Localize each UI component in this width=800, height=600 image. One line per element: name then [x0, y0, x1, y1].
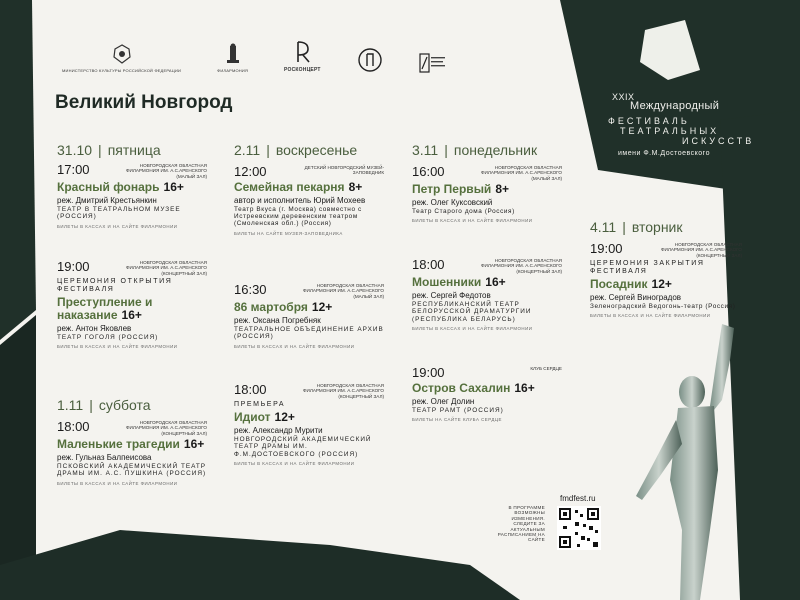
event-venue: НОВГОРОДСКАЯ ОБЛАСТНАЯ ФИЛАРМОНИЯ ИМ. А.С.АРЕНСКОГО (МАЛЫЙ ЗАЛ)	[303, 283, 384, 299]
event-title: Остров Сахалин 16+	[412, 381, 535, 395]
p-circle-icon	[357, 47, 383, 73]
age-rating: 12+	[311, 300, 333, 315]
age-rating: 16+	[183, 437, 205, 452]
festival-line: Международный	[630, 100, 720, 112]
event-time: 17:00	[57, 162, 90, 177]
day-weekday: понедельник	[453, 142, 538, 158]
city-title: Великий Новгород	[55, 92, 233, 113]
event-director: реж. Олег Куксовский	[412, 198, 493, 208]
event-director: реж. Сергей Федотов	[412, 291, 491, 301]
event-venue: КЛУБ СЕРДЦЕ	[530, 366, 562, 371]
logo-museum	[419, 53, 447, 73]
event-ceremony: ПРЕМЬЕРА	[234, 401, 286, 409]
logo-caption: РОСКОНЦЕРТ	[284, 67, 321, 73]
event-director: реж. Гульназ Балпеисова	[57, 453, 152, 463]
event-company: ТЕАТР РАМТ (РОССИЯ)	[412, 407, 504, 414]
filarmonia-icon	[223, 43, 243, 65]
event-time: 12:00	[234, 164, 267, 179]
event-venue: НОВГОРОДСКАЯ ОБЛАСТНАЯ ФИЛАРМОНИЯ ИМ. А.С.АРЕНСКОГО (МАЛЫЙ ЗАЛ)	[481, 165, 562, 181]
event-director: реж. Оксана Погребняк	[234, 316, 321, 326]
day-header: 2.11 | воскресенье	[234, 142, 358, 158]
logo-filarmonia	[217, 43, 248, 73]
event-card	[57, 163, 207, 229]
museum-logo-icon	[419, 53, 447, 73]
logo-p-circle	[357, 47, 383, 73]
roskoncert-icon	[291, 40, 313, 64]
age-rating: 16+	[163, 180, 184, 195]
event-director: реж. Олег Долин	[412, 397, 475, 406]
event-venue: НОВГОРОДСКАЯ ОБЛАСТНАЯ ФИЛАРМОНИЯ ИМ. А.С.АРЕНСКОГО (КОНЦЕРТНЫЙ ЗАЛ)	[481, 258, 562, 274]
event-company: РЕСПУБЛИКАНСКИЙ ТЕАТР БЕЛОРУССКОЙ ДРАМАТУРГИИ (РЕСПУБЛИКА БЕЛАРУСЬ)	[412, 301, 532, 323]
event-director: реж. Дмитрий Крестьянкин	[57, 196, 157, 206]
event-director: реж. Сергей Виноградов	[590, 293, 682, 303]
day-date: 2.11	[234, 142, 261, 158]
event-tickets: БИЛЕТЫ В КАССАХ И НА САЙТЕ ФИЛАРМОНИИ	[412, 218, 533, 224]
day-header: 31.10 | пятница	[57, 142, 161, 158]
day-date: 4.11	[590, 219, 617, 235]
day-date: 31.10	[57, 142, 93, 158]
event-company: Театр Вкуса (г. Москва) совместно с Истреевским деревенским театром (Смоленская обл.) (Россия)	[234, 206, 362, 228]
event-card	[234, 383, 384, 466]
event-tickets: БИЛЕТЫ В КАССАХ И НА САЙТЕ ФИЛАРМОНИИ	[412, 325, 533, 331]
event-tickets: БИЛЕТЫ В КАССАХ И НА САЙТЕ ФИЛАРМОНИИ	[590, 313, 711, 319]
event-tickets: БИЛЕТЫ В КАССАХ И НА САЙТЕ ФИЛАРМОНИИ	[57, 480, 178, 486]
partner-logos	[62, 40, 447, 73]
event-title: Мошенники 16+	[412, 275, 506, 290]
event-time: 19:00	[57, 259, 90, 274]
day-weekday: пятница	[107, 142, 161, 158]
day-weekday: суббота	[98, 397, 151, 413]
event-tickets: БИЛЕТЫ В КАССАХ И НА САЙТЕ ФИЛАРМОНИИ	[234, 460, 355, 466]
day-header: 4.11 | вторник	[590, 219, 683, 235]
festival-line: ФЕСТИВАЛЬ	[608, 116, 690, 126]
event-title: Петр Первый 8+	[412, 182, 509, 197]
event-title: Семейная пекарня 8+	[234, 180, 363, 194]
event-tickets: БИЛЕТЫ НА САЙТЕ МУЗЕЯ-ЗАПОВЕДНИКА	[234, 230, 343, 236]
event-company: ПСКОВСКИЙ АКАДЕМИЧЕСКИЙ ТЕАТР ДРАМЫ ИМ. А.С. ПУШКИНА (РОССИЯ)	[57, 463, 207, 478]
logo-caption: ФИЛАРМОНИЯ	[217, 68, 249, 73]
event-director: реж. Антон Яковлев	[57, 324, 132, 334]
event-company: ТЕАТР ГОГОЛЯ (РОССИЯ)	[57, 334, 159, 342]
event-title: Красный фонарь 16+	[57, 180, 184, 195]
event-card	[590, 242, 742, 318]
festival-line: ИСКУССТВ	[682, 136, 755, 146]
day-weekday: вторник	[631, 219, 683, 235]
logo-ministry	[62, 43, 181, 73]
event-director: автор и исполнитель Юрий Мохеев	[234, 196, 366, 205]
website-link[interactable]: fmdfest.ru	[560, 494, 596, 503]
event-ceremony: ЦЕРЕМОНИЯ ОТКРЫТИЯ ФЕСТИВАЛЯ	[57, 278, 173, 294]
event-card	[234, 283, 384, 349]
age-rating: 8+	[348, 180, 363, 194]
day-weekday: воскресенье	[275, 142, 358, 158]
event-tickets: БИЛЕТЫ В КАССАХ И НА САЙТЕ ФИЛАРМОНИИ	[57, 344, 178, 350]
event-time: 18:00	[412, 257, 445, 272]
event-card	[412, 258, 562, 331]
event-venue: ДЕТСКИЙ НОВГОРОДСКИЙ МУЗЕЙ-ЗАПОВЕДНИК	[304, 165, 384, 176]
event-title: Преступление и наказание 16+	[57, 295, 153, 323]
age-rating: 12+	[651, 277, 672, 292]
day-header: 3.11 | понедельник	[412, 142, 538, 158]
event-title: Идиот 12+	[234, 410, 295, 425]
event-venue: НОВГОРОДСКАЯ ОБЛАСТНАЯ ФИЛАРМОНИЯ ИМ. А.С.АРЕНСКОГО (КОНЦЕРТНЫЙ ЗАЛ)	[126, 260, 207, 276]
event-director: реж. Александр Мурити	[234, 426, 323, 436]
festival-line: имени Ф.М.Достоевского	[618, 150, 710, 157]
event-company: ТЕАТР В ТЕАТРАЛЬНОМ МУЗЕЕ (РОССИЯ)	[57, 206, 181, 221]
event-tickets: БИЛЕТЫ В КАССАХ И НА САЙТЕ ФИЛАРМОНИИ	[57, 223, 178, 229]
event-card	[412, 165, 562, 223]
age-rating: 16+	[485, 275, 506, 290]
event-title: 86 мартобря 12+	[234, 300, 333, 315]
event-time: 16:00	[412, 164, 445, 179]
age-rating: 8+	[495, 182, 509, 197]
event-venue: НОВГОРОДСКАЯ ОБЛАСТНАЯ ФИЛАРМОНИЯ ИМ. А.С.АРЕНСКОГО (КОНЦЕРТНЫЙ ЗАЛ)	[126, 420, 207, 436]
event-card	[57, 260, 207, 349]
event-title: Посадник 12+	[590, 277, 672, 292]
event-company: НОВГОРОДСКИЙ АКАДЕМИЧЕСКИЙ ТЕАТР ДРАМЫ ИМ. Ф.М.ДОСТОЕВСКОГО (РОССИЯ)	[234, 436, 372, 458]
event-time: 19:00	[590, 241, 623, 256]
sculpture-figure-icon	[630, 320, 750, 600]
day-header: 1.11 | суббота	[57, 397, 151, 413]
age-rating: 16+	[121, 308, 142, 323]
age-rating: 16+	[514, 381, 535, 395]
day-date: 3.11	[412, 142, 439, 158]
qr-code-icon[interactable]	[557, 506, 601, 550]
logo-caption: МИНИСТЕРСТВО КУЛЬТУРЫ РОССИЙСКОЙ ФЕДЕРАЦИИ	[62, 68, 182, 73]
event-tickets: БИЛЕТЫ НА САЙТЕ КЛУБА СЕРДЦЕ	[412, 417, 502, 423]
event-time: 18:00	[234, 382, 267, 397]
day-date: 1.11	[57, 397, 84, 413]
event-company: ТЕАТРАЛЬНОЕ ОБЪЕДИНЕНИЕ АРХИВ (РОССИЯ)	[234, 326, 384, 341]
event-title: Маленькие трагедии 16+	[57, 437, 205, 452]
logo-roskoncert	[284, 40, 321, 73]
ministry-emblem-icon	[110, 43, 134, 65]
event-company: Зеленоградский Ведогонь-театр (Россия)	[590, 303, 736, 311]
event-venue: НОВГОРОДСКАЯ ОБЛАСТНАЯ ФИЛАРМОНИЯ ИМ. А.С.АРЕНСКОГО (МАЛЫЙ ЗАЛ)	[126, 163, 207, 179]
festival-number: XXIX	[612, 92, 635, 102]
event-time: 16:30	[234, 282, 267, 297]
festival-line: ТЕАТРАЛЬНЫХ	[620, 126, 720, 136]
event-time: 19:00	[412, 365, 445, 380]
event-ceremony: ЦЕРЕМОНИЯ ЗАКРЫТИЯ ФЕСТИВАЛЯ	[590, 260, 705, 276]
event-venue: НОВГОРОДСКАЯ ОБЛАСТНАЯ ФИЛАРМОНИЯ ИМ. А.С.АРЕНСКОГО (КОНЦЕРТНЫЙ ЗАЛ)	[661, 242, 742, 258]
age-rating: 12+	[274, 410, 295, 425]
event-card	[57, 420, 207, 486]
event-company: Театр Старого дома (Россия)	[412, 208, 515, 216]
event-venue: НОВГОРОДСКАЯ ОБЛАСТНАЯ ФИЛАРМОНИЯ ИМ. А.С.АРЕНСКОГО (КОНЦЕРТНЫЙ ЗАЛ)	[303, 383, 384, 399]
event-card	[412, 366, 562, 422]
event-tickets: БИЛЕТЫ В КАССАХ И НА САЙТЕ ФИЛАРМОНИИ	[234, 343, 355, 349]
event-time: 18:00	[57, 419, 90, 434]
program-note: В ПРОГРАММЕ ВОЗМОЖНЫ ИЗМЕНЕНИЯ. СЛЕДИТЕ ЗА АКТУАЛЬНЫМ РАСПИСАНИЕМ НА САЙТЕ	[497, 505, 545, 543]
event-card	[234, 165, 384, 236]
